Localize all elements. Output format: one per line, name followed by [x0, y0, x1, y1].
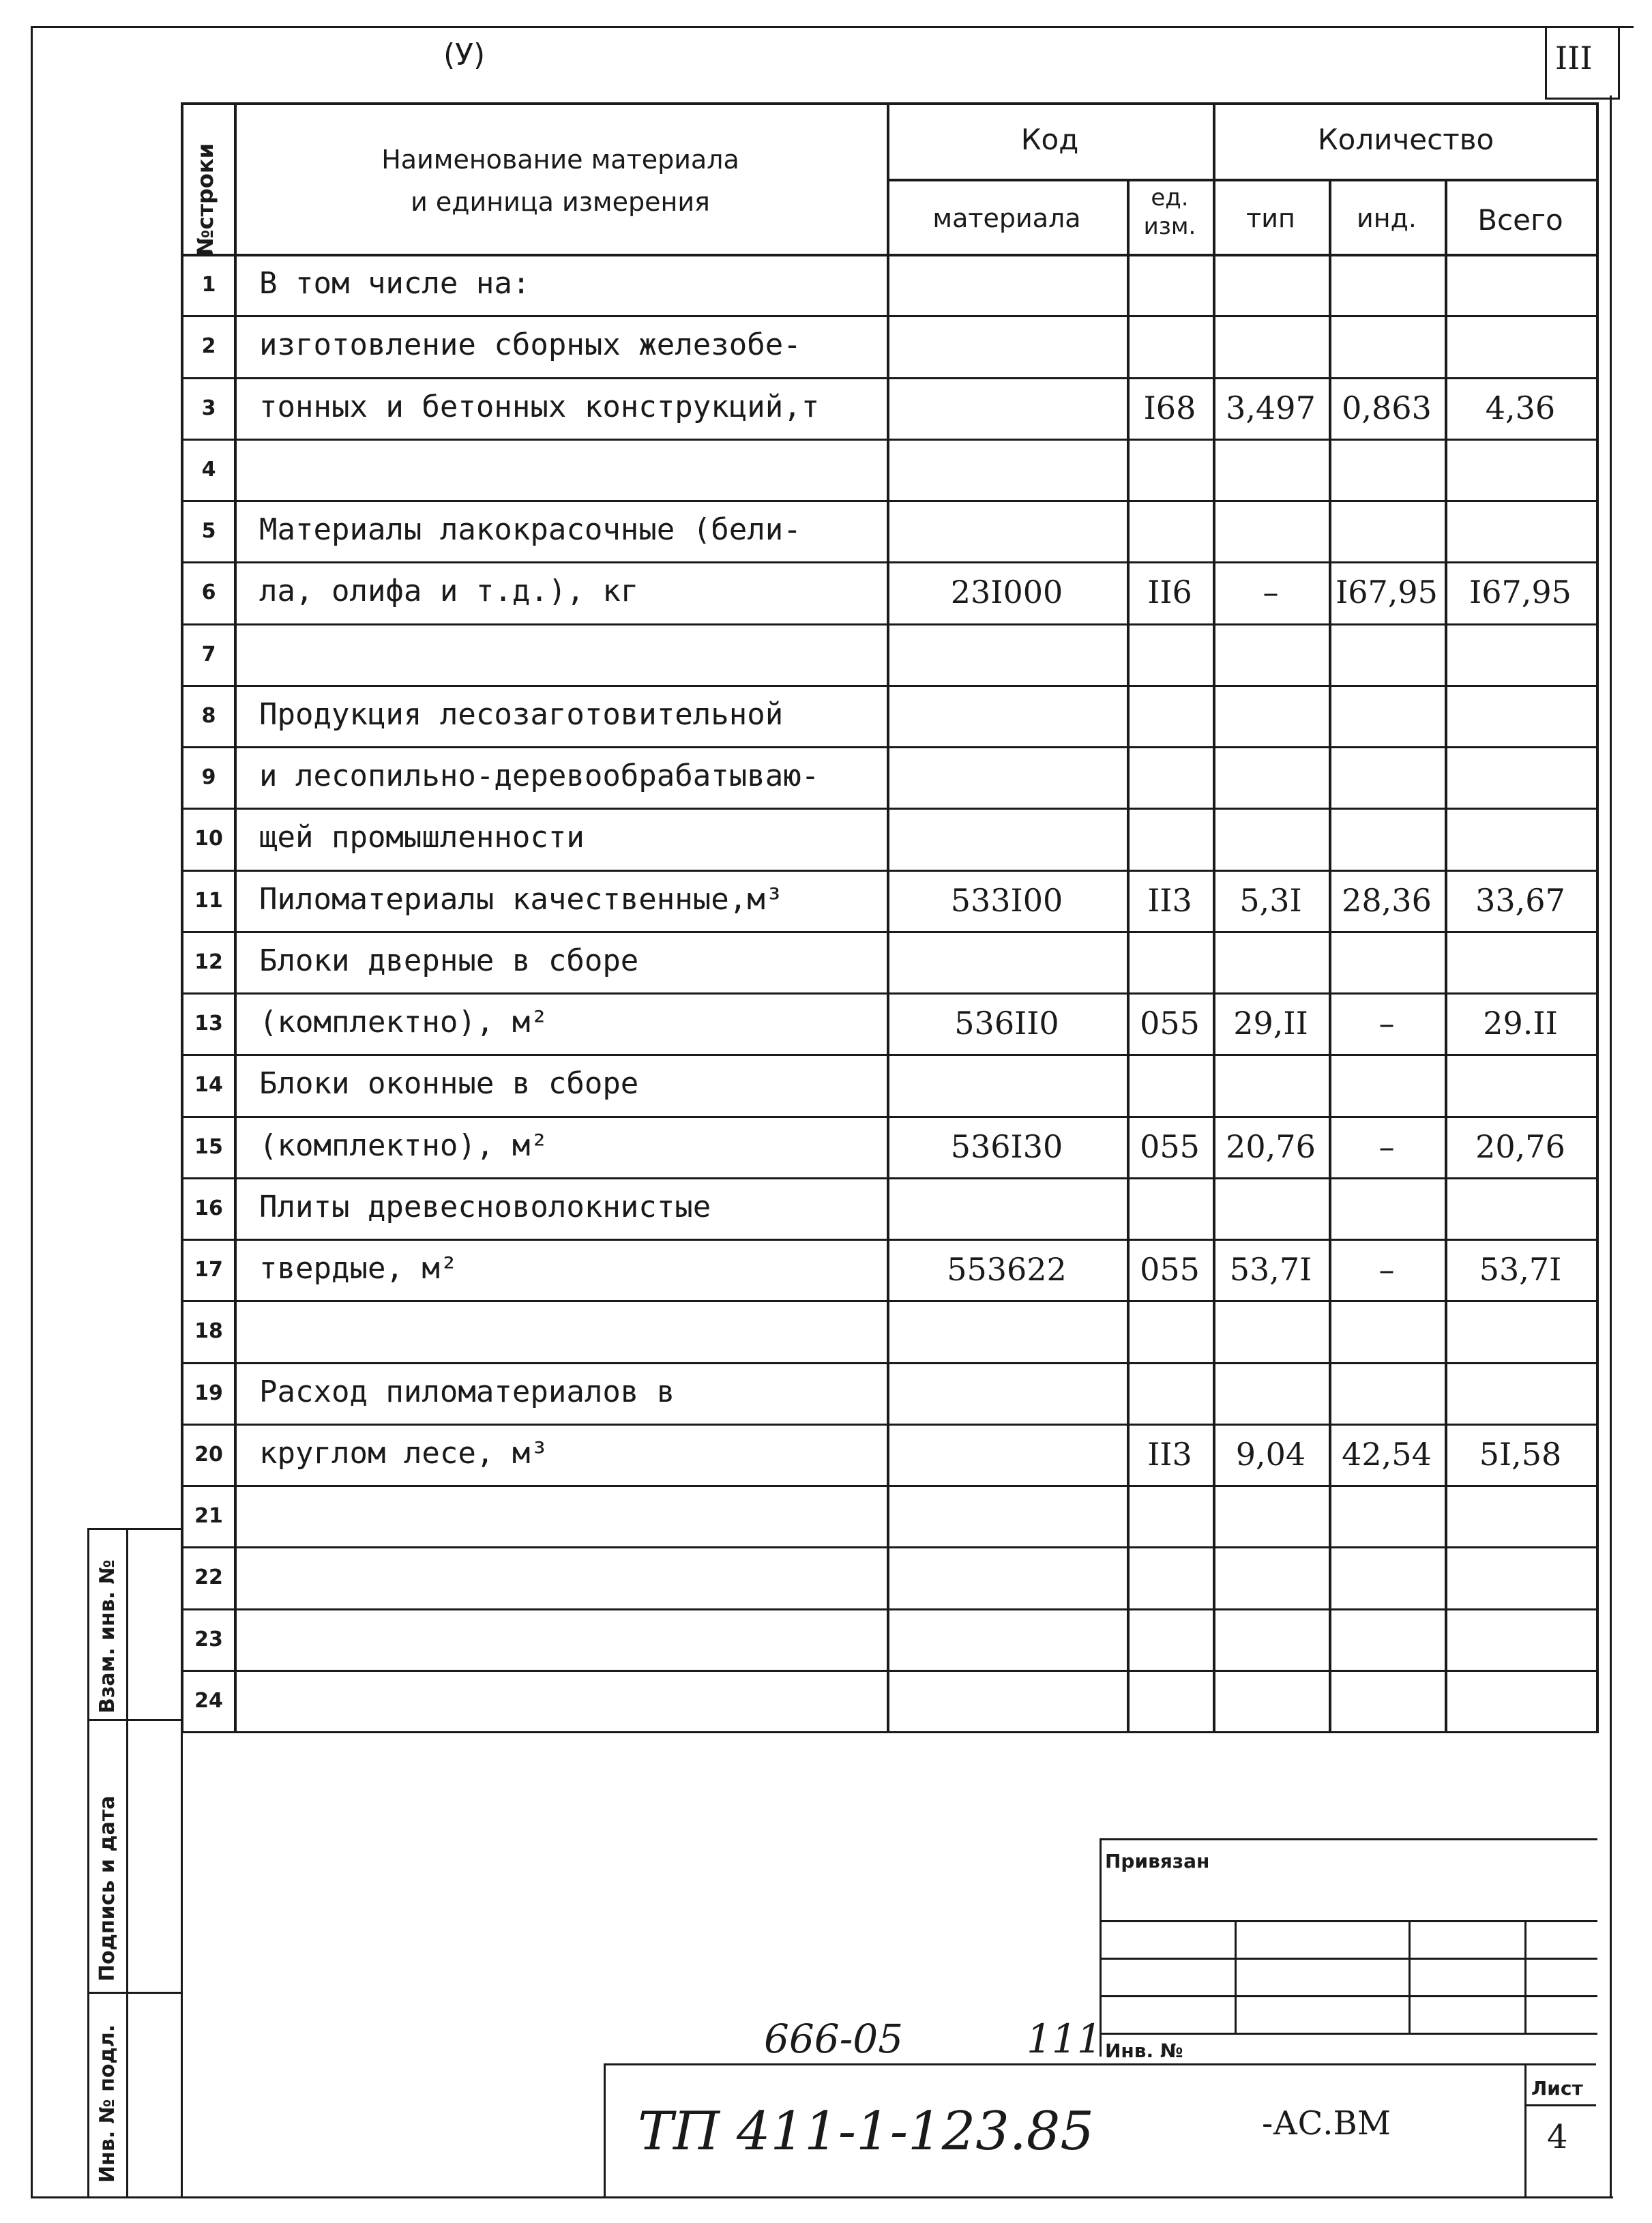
- cell-code: 23I000: [950, 574, 1063, 610]
- row-divider: [181, 1362, 1599, 1364]
- cell-tip: 9,04: [1235, 1436, 1306, 1473]
- cell-name: В том числе на:: [259, 266, 531, 301]
- row-divider: [181, 870, 1599, 872]
- cell-total: 29.II: [1483, 1005, 1558, 1042]
- cell-tip: 20,76: [1226, 1128, 1316, 1165]
- tb-handwritten-1: 666-05: [764, 2016, 904, 2062]
- row-number: 19: [194, 1381, 223, 1405]
- cell-name: Пиломатериалы качественные,м³: [259, 882, 784, 917]
- tb-vline-3: [1524, 1920, 1526, 2033]
- cell-unit: II6: [1147, 574, 1192, 610]
- frame-bottom-line: [31, 2196, 1613, 2198]
- tb-line-4: [1100, 1995, 1597, 1997]
- row-number: 5: [201, 519, 216, 543]
- tb-line-5: [1100, 2033, 1597, 2035]
- row-divider: [181, 623, 1599, 625]
- side-label-podpis: Подпись и дата: [95, 1795, 119, 1982]
- tb-designation: ТП 411-1-123.85: [638, 2101, 1094, 2162]
- row-number: 6: [201, 580, 216, 604]
- cell-name: щей промышленности: [259, 820, 585, 855]
- row-divider: [181, 1731, 1599, 1733]
- cell-ind: –: [1378, 1128, 1395, 1165]
- row-number: 2: [201, 334, 216, 358]
- col-header-ind: инд.: [1357, 203, 1417, 233]
- row-number: 11: [194, 889, 223, 913]
- row-number: 7: [201, 643, 216, 666]
- row-divider: [181, 1054, 1599, 1056]
- cell-code: 536II0: [954, 1005, 1059, 1042]
- cell-total: 5I,58: [1479, 1436, 1562, 1473]
- row-number: 17: [194, 1258, 223, 1282]
- row-divider: [181, 561, 1599, 563]
- side-col-left: [87, 1528, 89, 2196]
- row-divider: [181, 1116, 1599, 1118]
- row-number: 3: [201, 396, 216, 420]
- cell-total: 4,36: [1485, 389, 1556, 426]
- cell-name: Блоки оконные в сборе: [259, 1066, 639, 1101]
- row-number: 20: [194, 1443, 223, 1467]
- row-number: 9: [201, 765, 216, 789]
- tb-vline-1: [1235, 1920, 1237, 2033]
- col-header-rownum: №строки: [192, 143, 218, 256]
- row-divider: [181, 1670, 1599, 1672]
- cell-name: Плиты древесноволокнистые: [259, 1190, 711, 1224]
- tb-main-top-line: [604, 2063, 1596, 2065]
- row-number: 16: [194, 1196, 223, 1220]
- cell-name: изготовление сборных железобе-: [259, 327, 801, 362]
- side-line-1: [87, 1528, 183, 1530]
- page-marker: III: [1555, 40, 1593, 76]
- row-number: 13: [194, 1012, 223, 1035]
- row-divider: [181, 931, 1599, 933]
- row-divider: [181, 1300, 1599, 1302]
- row-number: 23: [194, 1628, 223, 1651]
- row-divider: [181, 439, 1599, 441]
- row-divider: [181, 1177, 1599, 1179]
- side-col-right: [181, 1731, 183, 2198]
- cell-unit: 055: [1140, 1251, 1200, 1288]
- tb-line-2: [1100, 1920, 1597, 1922]
- cell-total: I67,95: [1469, 574, 1572, 610]
- row-divider: [181, 1546, 1599, 1548]
- cell-ind: 42,54: [1342, 1436, 1432, 1473]
- side-line-3: [87, 1992, 183, 1994]
- col-header-total: Всего: [1477, 203, 1563, 237]
- cell-unit: II3: [1147, 882, 1192, 919]
- row-divider: [181, 1608, 1599, 1610]
- tb-handwritten-2: 111: [1027, 2016, 1102, 2062]
- row-number: 1: [201, 273, 216, 297]
- cell-name: (комплектно), м²: [259, 1128, 548, 1163]
- tb-list-left-line: [1524, 2063, 1526, 2196]
- row-number: 4: [201, 458, 216, 482]
- cell-name: тонных и бетонных конструкций,т: [259, 389, 820, 424]
- col-header-name-2: и единица измерения: [411, 187, 710, 217]
- frame-left-line: [31, 26, 33, 2198]
- cell-name: Расход пиломатериалов в: [259, 1374, 675, 1409]
- cell-name: (комплектно), м²: [259, 1005, 548, 1040]
- cell-total: 33,67: [1475, 882, 1565, 919]
- cell-total: 20,76: [1475, 1128, 1565, 1165]
- row-divider: [181, 992, 1599, 995]
- row-number: 12: [194, 950, 223, 974]
- cell-code: 553622: [947, 1251, 1067, 1288]
- side-line-2: [87, 1719, 183, 1721]
- row-divider: [181, 1239, 1599, 1241]
- cell-tip: 3,497: [1226, 389, 1316, 426]
- cell-total: 53,7I: [1479, 1251, 1562, 1288]
- row-number: 24: [194, 1689, 223, 1713]
- side-col-mid: [126, 1528, 128, 2196]
- tb-main-left-line: [604, 2063, 606, 2196]
- row-divider: [181, 685, 1599, 687]
- row-divider: [181, 315, 1599, 317]
- tb-list-mid-line: [1524, 2104, 1596, 2106]
- cell-unit: II3: [1147, 1436, 1192, 1473]
- cell-name: круглом лесе, м³: [259, 1436, 548, 1471]
- cell-name: Продукция лесозаготовительной: [259, 697, 784, 732]
- row-number: 22: [194, 1565, 223, 1589]
- header-mid-line: [887, 179, 1599, 181]
- col-header-unit-2: изм.: [1143, 213, 1196, 240]
- col-header-name-1: Наименование материала: [381, 145, 739, 175]
- tb-vline-2: [1408, 1920, 1411, 2033]
- cell-ind: 28,36: [1342, 882, 1432, 919]
- table-top-line: [181, 102, 1599, 105]
- cell-code: 533I00: [950, 882, 1063, 919]
- tb-inv-no: Инв. №: [1105, 2040, 1183, 2062]
- row-divider: [181, 746, 1599, 748]
- cell-ind: –: [1378, 1005, 1395, 1042]
- cell-unit: I68: [1143, 389, 1196, 426]
- tb-suffix: -АС.ВМ: [1262, 2104, 1391, 2143]
- frame-top-line: [31, 26, 1634, 28]
- header-bottom-line: [181, 254, 1599, 256]
- side-label-inv-podl: Инв. № подл.: [95, 2024, 119, 2183]
- row-number: 10: [194, 827, 223, 851]
- side-label-vzam: Взам. инв. №: [95, 1559, 119, 1713]
- row-number: 8: [201, 704, 216, 728]
- cell-tip: 5,3I: [1239, 882, 1302, 919]
- col-header-code: Код: [1020, 123, 1079, 156]
- cell-name: Блоки дверные в сборе: [259, 943, 639, 978]
- cell-tip: –: [1263, 574, 1279, 610]
- cell-ind: 0,863: [1342, 389, 1432, 426]
- row-number: 21: [194, 1504, 223, 1528]
- tb-top-line: [1100, 1838, 1597, 1840]
- col-header-code-material: материала: [932, 203, 1081, 233]
- cell-name: твердые, м²: [259, 1251, 458, 1286]
- tb-list-no: 4: [1547, 2118, 1568, 2156]
- cell-name: и лесопильно-деревообрабатываю-: [259, 759, 820, 793]
- row-divider: [181, 1485, 1599, 1487]
- row-number: 18: [194, 1319, 223, 1343]
- row-divider: [181, 377, 1599, 379]
- col-header-qty: Количество: [1317, 123, 1494, 156]
- variant-label: (У): [443, 38, 486, 72]
- col-header-unit-1: ед.: [1151, 184, 1189, 211]
- row-divider: [181, 808, 1599, 810]
- row-number: 15: [194, 1135, 223, 1159]
- cell-name: ла, олифа и т.д.), кг: [259, 574, 639, 608]
- cell-tip: 29,II: [1233, 1005, 1308, 1042]
- cell-unit: 055: [1140, 1128, 1200, 1165]
- tb-privyazan: Привязан: [1105, 1850, 1210, 1872]
- tb-list-label: Лист: [1531, 2077, 1583, 2100]
- cell-name: Материалы лакокрасочные (бели-: [259, 512, 801, 547]
- row-number: 14: [194, 1073, 223, 1097]
- col-header-tip: тип: [1246, 203, 1295, 233]
- tb-line-3: [1100, 1958, 1597, 1960]
- cell-ind: I67,95: [1336, 574, 1438, 610]
- cell-tip: 53,7I: [1229, 1251, 1312, 1288]
- row-divider: [181, 1424, 1599, 1426]
- frame-right-line: [1610, 95, 1612, 2198]
- cell-unit: 055: [1140, 1005, 1200, 1042]
- cell-code: 536I30: [950, 1128, 1063, 1165]
- row-divider: [181, 500, 1599, 502]
- cell-ind: –: [1378, 1251, 1395, 1288]
